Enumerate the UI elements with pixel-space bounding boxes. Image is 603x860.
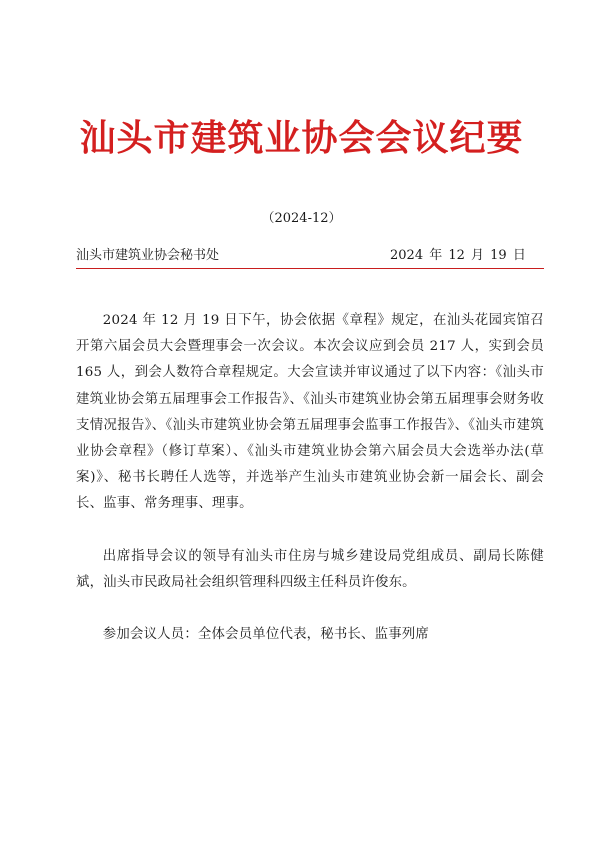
document-number: （2024-12） (261, 211, 342, 226)
document-body (76, 308, 544, 648)
issue-date: 2024 年 12 月 19 日 (390, 248, 526, 263)
paragraph-attending-leaders: 出席指导会议的领导有汕头市住房与城乡建设局党组成员、副局长陈健斌，汕头市民政局社会组织管理科四级主任科员许俊东。 (76, 548, 544, 590)
red-divider-line (76, 268, 544, 269)
document-title: 汕头市建筑业协会会议纪要 (79, 117, 524, 159)
issuer-name: 汕头市建筑业协会秘书处 (76, 248, 220, 263)
paragraph-meeting-summary: 2024 年 12 月 19 日下午，协会依据《章程》规定，在汕头花园宾馆召开第六届会员大会暨理事会一次会议。本次会议应到会员 217 人，实到会员 165 人，到会人数符合章程规定。大会宣读并审议通过了以下内容：《汕头市建筑业协会第五届理事会工作报告》、《汕头市建筑业协会第五届理事会财务收支情况报告》、《汕头市建筑业协会第五届理事会监事工作报告》、《汕头市建筑业协会章程》（修订草案）、《汕头市建筑业协会第六届会员大会选举办法(草案)》、秘书长聘任人选等，并选举产生汕头市建筑业协会新一届会长、副会长、监事、常务理事、理事。 (76, 313, 544, 512)
paragraph-participants: 参加会议人员：全体会员单位代表，秘书长、监事列席 (102, 627, 429, 643)
